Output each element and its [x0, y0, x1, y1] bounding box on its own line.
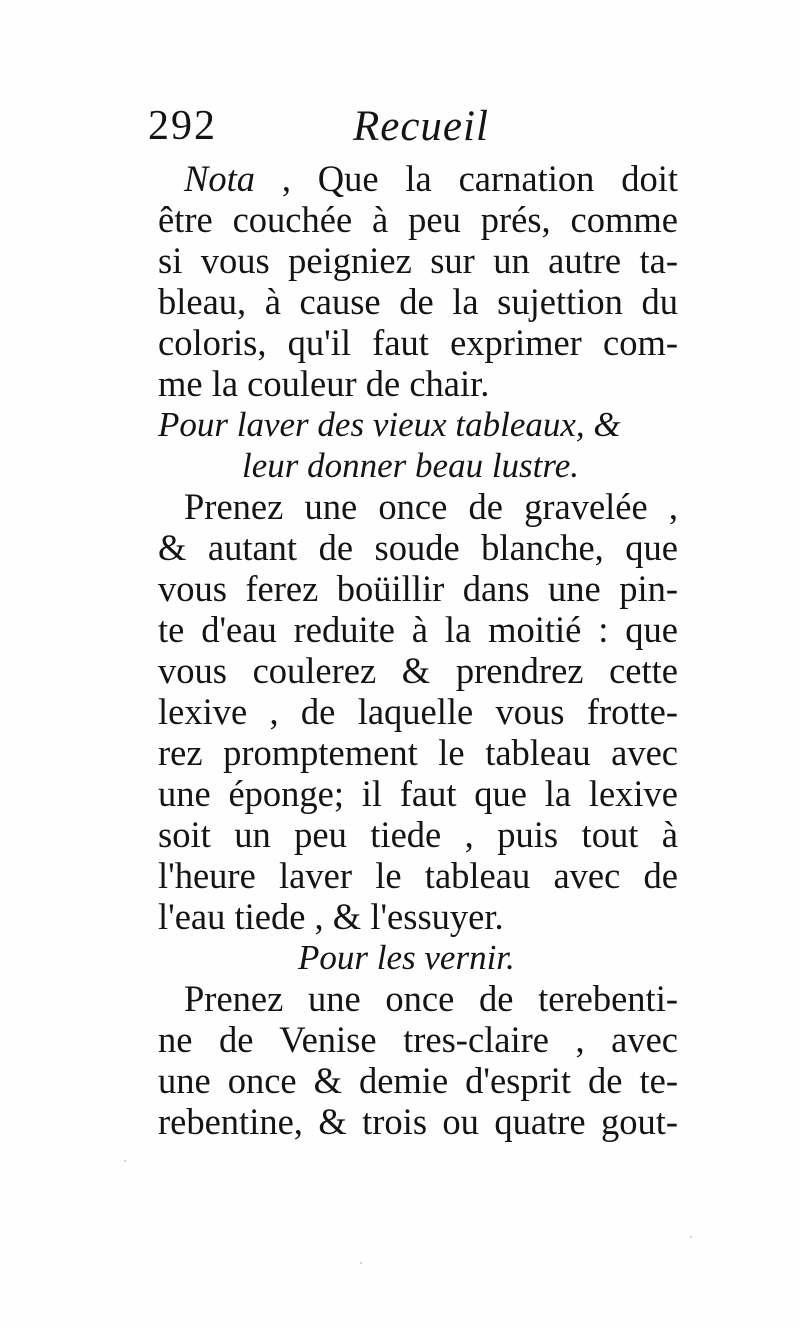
text-line: Prenez une once de terebenti-: [184, 978, 678, 1019]
section-heading: leur donner beau lustre.: [242, 446, 579, 485]
text-block: [158, 158, 678, 1142]
text-line: vous coulerez & prendrez cette: [158, 650, 678, 691]
text-line: coloris, qu'il faut exprimer com-: [158, 322, 678, 363]
section-heading: Pour les vernir.: [298, 938, 515, 977]
text-line: une éponge; il faut que la lexive: [158, 773, 678, 814]
text-line-content: , Que la carnation doit: [281, 158, 678, 199]
text-line: Prenez une once de gravelée ,: [184, 486, 678, 527]
text-line: être couchée à peu prés, comme: [158, 199, 678, 240]
text-line: une once & demie d'esprit de te-: [158, 1060, 678, 1101]
nota-label: Nota: [184, 158, 255, 199]
paper-speck: [690, 1236, 692, 1238]
page-header: [148, 102, 688, 158]
text-line: soit un peu tiede , puis tout à: [158, 814, 678, 855]
text-line: & autant de soude blanche, que: [158, 527, 678, 568]
paper-speck: [360, 1262, 362, 1264]
paper-speck: [124, 1160, 126, 1162]
page-number: 292: [148, 103, 217, 149]
text-line: l'eau tiede , & l'essuyer.: [158, 896, 504, 937]
text-line: rebentine, & trois ou quatre gout-: [158, 1101, 678, 1142]
text-line: [158, 158, 678, 199]
text-line: te d'eau reduite à la moitié : que: [158, 609, 678, 650]
text-line: l'heure laver le tableau avec de: [158, 855, 678, 896]
text-line: me la couleur de chair.: [158, 363, 490, 404]
text-line: ne de Venise tres-claire , avec: [158, 1019, 678, 1060]
running-head: Recueil: [353, 103, 489, 150]
text-line: vous ferez boüillir dans une pin-: [158, 568, 678, 609]
text-line: si vous peigniez sur un autre ta-: [158, 240, 678, 281]
text-line: lexive , de laquelle vous frotte-: [158, 691, 678, 732]
text-line: rez promptement le tableau avec: [158, 732, 678, 773]
section-heading: Pour laver des vieux tableaux, &: [158, 405, 621, 444]
text-line: bleau, à cause de la sujettion du: [158, 281, 678, 322]
